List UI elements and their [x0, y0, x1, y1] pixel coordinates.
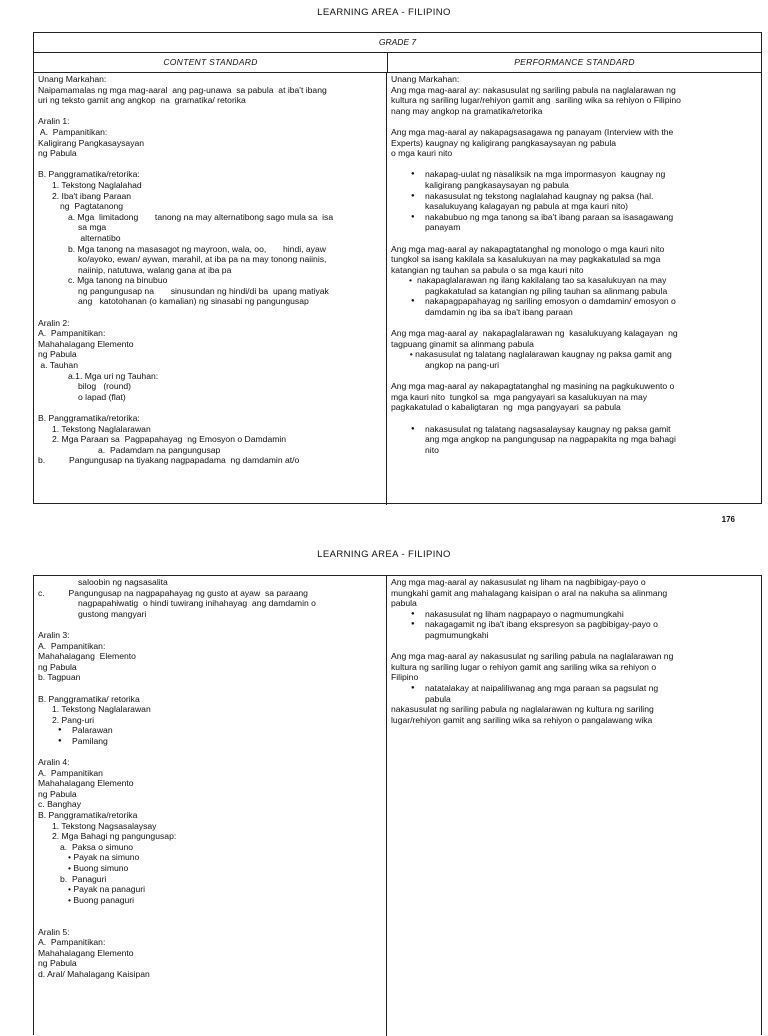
text-line: uri ng teksto gamit ang angkop na gramatika/ retorika — [38, 95, 246, 106]
text-line: kaligirang pangkasaysayan ng pabula — [425, 179, 569, 190]
text-line: • Buong simuno — [68, 863, 129, 874]
text-line: nakasusulat ng sariling pabula ng naglalarawan ng kultura ng sariling — [391, 704, 654, 715]
text-line: a. Padamdam na pangungusap — [98, 444, 221, 455]
spacer — [38, 619, 382, 630]
text-line: Aralin 5: — [38, 926, 70, 937]
text-line: ng Pagtatanong — [60, 201, 124, 212]
text-line: kasalukuyang kalagayan ng pabula at mga kauri nito) — [425, 201, 629, 212]
performance-standard-cell — [387, 73, 761, 505]
text-line: katangian ng tauhan sa pabula o sa mga kauri nito — [391, 264, 584, 275]
text-line: Mahahalagang Elemento — [38, 651, 136, 662]
text-line: A. Pampanitikan: — [38, 937, 106, 948]
text-line: Mahahalagang Elemento — [38, 778, 134, 789]
text-line: tagpuang ginamit sa alinmang pabula — [391, 338, 534, 349]
text-line: Unang Markahan: — [38, 74, 107, 84]
spacer — [38, 307, 382, 318]
performance-standard-header: PERFORMANCE STANDARD — [514, 57, 635, 67]
text-line: Ang mga mag-aaral ay nakasusulat ng sariling pabula na naglalarawan ng — [391, 651, 674, 662]
spacer — [38, 159, 382, 170]
curriculum-table — [33, 32, 762, 504]
text-line: a. Mga limitadong tanong na may alternatibong sago mula sa isa — [68, 211, 334, 222]
text-line: Naipamamalas ng mga mag-aaral ang pag-unawa sa pabula at iba't ibang — [38, 84, 327, 95]
text-line: Aralin 4: — [38, 757, 70, 768]
text-line: 1. Tekstong Nagsasalaysay — [52, 820, 157, 831]
text-line: ng Pabula — [38, 661, 77, 672]
text-line: lugar/rehiyon gamit ang sariling wika sa rehiyon o pangalawang wika — [391, 714, 653, 725]
text-line: • Payak na simuno — [68, 852, 140, 863]
column-header-row — [34, 53, 761, 73]
text-line: Ang mga mag-aaral ay nakapaglalarawan ng kasalukuyang kalagayan ng — [391, 328, 678, 339]
text-line: mungkahi gamit ang mahalagang kaisipan o aral na nakuha sa alinmang — [391, 587, 668, 598]
text-line: Ang mga mag-aaral ay nakapagtatanghal ng masining na pagkukuwento o — [391, 381, 675, 392]
text-line: • Buong panaguri — [68, 894, 135, 905]
text-line: B. Panggramatika/retorika: — [38, 169, 140, 180]
text-line: pabula — [425, 693, 451, 704]
text-line: nang may angkop na gramatika/retorika — [391, 105, 543, 116]
text-line: pagkakatulad o kabaligtaran ng mga pangyayari sa pabula — [391, 402, 621, 413]
spacer — [38, 402, 382, 413]
spacer — [391, 371, 757, 382]
text-line: ● nakapagpapahayag ng sariling emosyon o damdamin/ emosyon o — [391, 296, 757, 307]
spacer — [391, 116, 757, 127]
text-line: ● natatalakay at naipaliliwanag ang mga paraan sa pagsulat ng — [391, 683, 757, 694]
text-line: Mahahalagang Elemento — [38, 338, 134, 349]
text-line: Kaligirang Pangkasaysayan — [38, 137, 145, 148]
learning-area-title: LEARNING AREA - FILIPINO — [317, 549, 451, 560]
text-line: panayam — [425, 222, 461, 233]
text-line: ● nakasusulat ng talatang nagsasalaysay kaugnay ng paksa gamit — [391, 424, 757, 435]
text-line: tungkol sa isang kakilala sa kasalukuyan na may pagkakatulad sa mga — [391, 254, 661, 265]
text-line: ang katotohanan (o kamalian) ng sinasabi ng pangungusap — [78, 296, 309, 307]
text-line: c. Mga tanong na binubuo — [68, 275, 168, 286]
text-line: ng pangungusap na sinusundan ng hindi/di ba upang matiyak — [78, 285, 329, 296]
spacer — [38, 747, 382, 758]
text-line: ng Pabula — [38, 349, 77, 360]
text-line: 2. Mga Bahagi ng pangungusap: — [52, 831, 177, 842]
text-line: ng Pabula — [38, 788, 77, 799]
content-standard-header: CONTENT STANDARD — [34, 53, 388, 72]
text-line: nito — [425, 444, 439, 455]
text-line: 1. Tekstong Naglalarawan — [52, 423, 151, 434]
text-line: a. Paksa o simuno — [60, 841, 134, 852]
spacer — [38, 916, 382, 927]
text-line: alternatibo — [78, 232, 121, 243]
table-row — [34, 73, 761, 505]
spacer — [391, 318, 757, 329]
text-line: 2. Iba't ibang Paraan — [52, 190, 132, 201]
document-page-2 — [0, 540, 768, 1024]
text-line: ● nakapag-uulat ng nasaliksik na mga impormasyon kaugnay ng — [391, 169, 757, 180]
text-line: pabula — [391, 598, 417, 609]
spacer — [38, 106, 382, 117]
text-line: 2. Pang-uri — [52, 714, 95, 725]
learning-area-title: LEARNING AREA - FILIPINO — [317, 7, 451, 18]
text-line: 1. Tekstong Naglalarawan — [52, 704, 151, 715]
performance-standard-cell — [387, 576, 761, 1036]
text-line: b. Pangungusap na tiyakang nagpapadama ng damdamin at/o — [38, 455, 300, 466]
text-line: gustong mangyari — [78, 608, 147, 619]
text-line: b. Tagpuan — [38, 672, 81, 683]
text-line: ko/ayoko, ewan/ aywan, marahil, at iba pa na may tonong naiinis, — [78, 254, 327, 265]
text-line: ● nakasusulat ng tekstong naglalahad kaugnay ng paksa (hal. — [391, 191, 757, 202]
text-line: Unang Markahan: — [391, 74, 460, 84]
text-line: d. Aral/ Mahalagang Kaisipan — [38, 968, 150, 979]
text-line: Experts) kaugnay ng kaligirang pangkasaysayan ng pabula — [391, 137, 617, 148]
text-line: kultura ng sariling lugar o rehiyon gamit ang sariling wika sa rehiyon o — [391, 661, 657, 672]
text-line: nagpapahiwatig o hindi tuwirang inihahayag ang damdamin o — [78, 598, 316, 609]
text-line: Aralin 3: — [38, 629, 70, 640]
grade-header: GRADE 7 — [34, 33, 761, 53]
content-standard-cell — [34, 73, 387, 505]
text-line: pagkakatulad sa katangian ng piling tauhan sa alinmang pabula — [425, 285, 668, 296]
page-number: 176 — [721, 515, 735, 524]
text-line: • nakapaglalarawan ng ilang kakilalang tao sa kasalukuyan na may — [391, 275, 757, 286]
text-line: A. Pampanitikan — [38, 767, 103, 778]
text-line: ● nakagagamit ng iba't ibang ekspresyon sa pagbibigay-payo o — [391, 619, 757, 630]
curriculum-table-continued — [33, 575, 762, 1035]
text-line: sa mga — [78, 222, 107, 233]
text-line: Mahahalagang Elemento — [38, 947, 134, 958]
spacer — [391, 233, 757, 244]
text-line: angkop na pang-uri — [425, 360, 500, 371]
text-line: Aralin 1: — [38, 116, 70, 127]
text-line: 1. Tekstong Naglalahad — [52, 179, 142, 190]
spacer — [38, 905, 382, 916]
text-line: Ang mga mag-aaral ay nakasusulat ng liham na nagbibigay-payo o — [391, 577, 646, 587]
text-line: Aralin 2: — [38, 317, 70, 328]
text-line: a.1. Mga uri ng Tauhan: — [68, 370, 159, 381]
text-line: Ang mga mag-aaral ay: nakasusulat ng sariling pabula na naglalarawan ng — [391, 84, 676, 95]
text-line: a. Tauhan — [38, 360, 78, 371]
text-line: ● nakasusulat ng liham nagpapayo o nagmumungkahi — [391, 609, 757, 620]
text-line: b. Mga tanong na masasagot ng mayroon, wala, oo, hindi, ayaw — [68, 243, 326, 254]
text-line: kultura ng sariling lugar/rehiyon gamit ang sariling wika sa rehiyon o Filipino — [391, 95, 681, 106]
text-line: mga kauri nito tungkol sa mga pangyayari sa kasalukuyan na may — [391, 391, 648, 402]
text-line: c. Banghay — [38, 799, 81, 810]
text-line: c. Pangungusap na nagpapahayag ng gusto at ayaw sa paraang — [38, 587, 308, 598]
text-line: • nakasusulat ng talatang naglalarawan kaugnay ng paksa gamit ang — [405, 349, 672, 360]
text-line: naiinip, natutuwa, walang gana at iba pa — [78, 264, 232, 275]
content-standard-cell — [34, 576, 387, 1036]
text-line: 2. Mga Paraan sa Pagpapahayag ng Emosyon o Damdamin — [52, 434, 287, 445]
text-line: A. Pampanitikan: — [38, 640, 106, 651]
text-line: ang mga angkop na pangungusap na nagpapakita ng mga bahagi — [425, 434, 676, 445]
text-line: ● Palarawan — [38, 725, 382, 736]
text-line: bilog (round) — [78, 381, 132, 392]
text-line: b. Panaguri — [60, 873, 107, 884]
spacer — [391, 641, 757, 652]
spacer — [391, 413, 757, 424]
text-line: A. Pampanitikan: — [38, 328, 106, 339]
text-line: ng Pabula — [38, 148, 77, 159]
text-line: o lapad (flat) — [78, 391, 126, 402]
text-line: Ang mga mag-aaral ay nakapagtatanghal ng monologo o mga kauri nito — [391, 243, 665, 254]
text-line: B. Panggramatika/ retorika — [38, 693, 140, 704]
text-line: ng Pabula — [38, 958, 77, 969]
table-row — [34, 576, 761, 1036]
text-line: B. Panggramatika/retorika: — [38, 413, 140, 423]
text-line: o mga kauri nito — [391, 148, 453, 159]
text-line: A. Pampanitikan: — [38, 126, 108, 137]
spacer — [391, 159, 757, 170]
text-line: Ang mga mag-aaral ay nakapagsasagawa ng panayam (Interview with the — [391, 126, 674, 137]
text-line: ● nakabubuo ng mga tanong sa iba't ibang paraan sa isasagawang — [391, 212, 757, 223]
spacer — [38, 683, 382, 694]
text-line: • Payak na panaguri — [68, 884, 146, 895]
text-line: pagmumungkahi — [425, 629, 489, 640]
text-line: damdamin ng iba sa iba't ibang paraan — [425, 307, 573, 318]
text-line: B. Panggramatika/retorika — [38, 810, 138, 821]
text-line: ● Pamilang — [38, 736, 382, 747]
text-line: saloobin ng nagsasalita — [78, 577, 168, 587]
text-line: Filipino — [391, 672, 419, 683]
